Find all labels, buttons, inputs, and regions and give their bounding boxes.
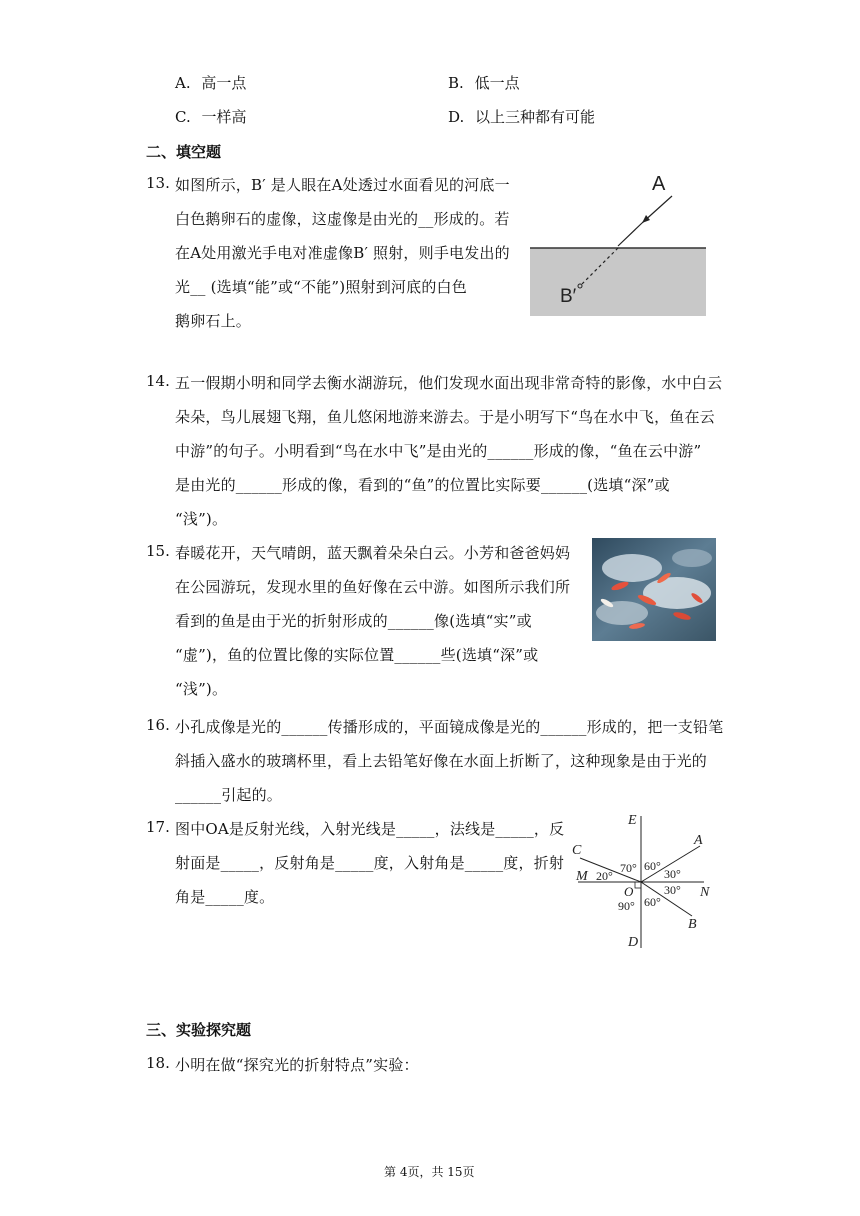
label-a: A xyxy=(694,833,703,848)
angle-70: 70° xyxy=(620,861,637,875)
question-number: 17. xyxy=(146,818,170,836)
angle-20: 20° xyxy=(596,869,613,883)
choice-d xyxy=(448,106,595,127)
question-number: 15. xyxy=(146,542,170,560)
fish-in-clouds-photo xyxy=(592,538,716,641)
question-text-line: “虚”)，鱼的位置比像的实际位置______些(选填“深”或 xyxy=(175,646,539,664)
choice-b xyxy=(448,72,520,93)
question-text-line: 角是_____度。 xyxy=(175,888,275,906)
question-number: 16. xyxy=(146,716,170,734)
angle-30-lower: 30° xyxy=(664,883,681,897)
question-text-line: 看到的鱼是由于光的折射形成的______像(选填“实”或 xyxy=(175,612,532,630)
question-text-line: 白色鹅卵石的虚像，这虚像是由光的__形成的。若 xyxy=(175,210,510,228)
label-b: B xyxy=(688,917,697,932)
question-text-line: 在A处用激光手电对准虚像B′ 照射，则手电发出的 xyxy=(175,244,510,262)
choice-c xyxy=(175,106,247,127)
label-d: D xyxy=(628,935,639,950)
choice-c-text: 一样高 xyxy=(201,108,247,126)
angle-60-bottom: 60° xyxy=(644,895,661,909)
question-text-line: 春暖花开，天气晴朗，蓝天飘着朵朵白云。小芳和爸爸妈妈 xyxy=(175,544,571,562)
right-angle-mark xyxy=(635,882,641,888)
label-o: O xyxy=(624,884,634,899)
question-text-line: 斜插入盛水的玻璃杯里，看上去铅笔好像在水面上折断了，这种现象是由于光的 xyxy=(175,752,708,770)
question-text-line: 如图所示，B′ 是人眼在A处透过水面看见的河底一 xyxy=(175,176,510,194)
choice-a-letter: A. xyxy=(175,74,191,92)
label-e: E xyxy=(628,813,637,828)
choice-a-text: 高一点 xyxy=(201,74,247,92)
choice-a xyxy=(175,72,246,93)
choice-d-text: 以上三种都有可能 xyxy=(475,108,596,126)
angle-60-top: 60° xyxy=(644,859,661,873)
question-text-line: 射面是_____，反射角是_____度，入射角是_____度，折射 xyxy=(175,854,565,872)
page-footer: 第 4页，共 15页 xyxy=(384,1165,475,1179)
question-text-line: ______引起的。 xyxy=(175,786,283,804)
question-text-line: 朵朵，鸟儿展翅飞翔，鱼儿悠闲地游来游去。于是小明写下“鸟在水中飞，鱼在云 xyxy=(175,408,715,426)
question-text-line: 五一假期小明和同学去衡水湖游玩，他们发现水面出现非常奇特的影像，水中白云 xyxy=(175,374,723,392)
section-title-experiment: 三、实验探究题 xyxy=(146,1021,252,1039)
choice-c-letter: C. xyxy=(175,108,191,126)
question-number: 18. xyxy=(146,1054,170,1072)
choice-d-letter: D. xyxy=(448,108,465,126)
question-text-line: 中游”的句子。小明看到“鸟在水中飞”是由光的______形成的像，“鱼在云中游” xyxy=(175,442,702,460)
label-b-prime: B′ xyxy=(560,286,577,307)
light-ray-line xyxy=(618,223,642,246)
question-text-line: 光__ (选填“能”或“不能”)照射到河底的白色 xyxy=(175,278,467,296)
choice-b-text: 低一点 xyxy=(474,74,520,92)
question-text-line: “浅”)。 xyxy=(175,680,228,698)
choice-b-letter: B. xyxy=(448,74,464,92)
angle-30-upper: 30° xyxy=(664,867,681,881)
question-text-line: 小孔成像是光的______传播形成的，平面镜成像是光的______形成的，把一支铅笔 xyxy=(175,718,724,736)
angle-90: 90° xyxy=(618,899,635,913)
section-title-fill-in: 二、填空题 xyxy=(146,143,222,161)
reflection-refraction-diagram xyxy=(566,808,716,952)
label-n: N xyxy=(700,885,710,900)
label-m: M xyxy=(576,869,588,884)
question-number: 13. xyxy=(146,174,170,192)
question-text-line: 图中OA是反射光线，入射光线是_____，法线是_____，反 xyxy=(175,820,565,838)
question-text-line: “浅”)。 xyxy=(175,510,228,528)
question-number: 14. xyxy=(146,372,170,390)
refraction-figure xyxy=(528,170,708,320)
question-text-line: 鹅卵石上。 xyxy=(175,312,252,330)
label-a: A xyxy=(652,173,666,195)
question-text-line: 是由光的______形成的像，看到的“鱼”的位置比实际要______(选填“深”或 xyxy=(175,476,670,494)
question-text-line: 在公园游玩，发现水里的鱼好像在云中游。如图所示我们所 xyxy=(175,578,571,596)
question-text-line: 小明在做“探究光的折射特点”实验： xyxy=(175,1056,419,1074)
label-c: C xyxy=(572,843,582,858)
water-region xyxy=(530,248,706,316)
